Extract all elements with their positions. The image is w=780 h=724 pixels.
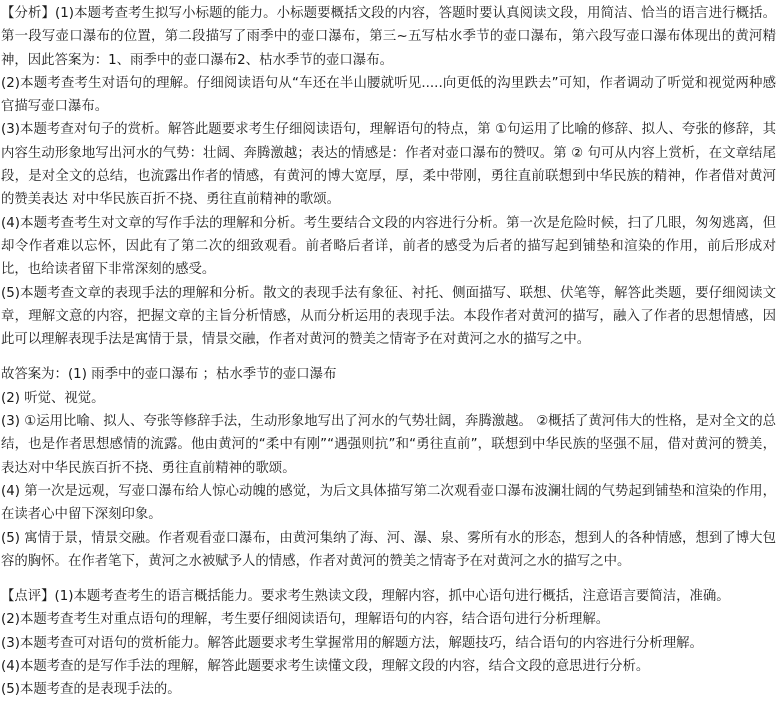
section-gap xyxy=(1,351,776,363)
analysis-paragraph-2: (2)本题考查考生对语句的理解。仔细阅读语句从“车还在半山腰就听见.....向更低的沟里跌去”可知，作者调动了听觉和视觉两种感官描写壶口瀑布。 xyxy=(1,75,776,115)
analysis-section xyxy=(1,2,776,351)
analysis-paragraph-5: (5)本题考查文章的表现手法的理解和分析。散文的表现手法有象征、衬托、侧面描写、联想、伏笔等，解答此类题，要仔细阅读文章，理解文意的内容，把握文章的主旨分析情感，从而分析运用的表现手法。本段作者对黄河的描写，融入了作者的思想情感，因此可以理解表现手法是寓情于景，情景交融，作者对黄河的赞美之情寄予在对黄河之水的描写之中。 xyxy=(1,285,776,348)
answer-section xyxy=(1,363,776,573)
answer-line-2: (2) 听觉、视觉。 xyxy=(1,390,105,406)
analysis-paragraph-3: (3)本题考查对句子的赏析。解答此题要求考生仔细阅读语句，理解语句的特点，第 ①句运用了比喻的修辞、拟人、夸张的修辞，其内容生动形象地写出河水的气势：壮阔、奔腾激越；表达的情感是：作者对壶口瀑布的赞叹。第 ② 句可从内容上赏析，在文章结尾段，是对全文的总结，也流露出作者的情感，有黄河的博大宽厚，厚，柔中带刚，勇往直前联想到中华民族的精神，作者借对黄河的赞美表达 对中华民族百折不挠、勇往直前精神的歌颂。 xyxy=(1,122,776,208)
answer-line-5: (5) 寓情于景，情景交融。作者观看壶口瀑布，由黄河集纳了海、河、瀑、泉、雾所有水的形态，想到人的各种情感，想到了博大包容的胸怀。在作者笔下，黄河之水被赋予人的情感，作者对黄河的赞美之情寄予在对黄河之水的描写之中。 xyxy=(1,530,776,569)
comment-line-5: (5)本题考查的是表现手法的。 xyxy=(1,682,181,698)
analysis-paragraph-4: (4)本题考查考生对文章的写作手法的理解和分析。考生要结合文段的内容进行分析。第一次是危险时候，扫了几眼，匆匆逃离，但却令作者难以忘怀，因此有了第二次的细致观看。前者略后者详，前者的感受为后者的描写起到铺垫和渲染的作用，前后形成对比，也给读者留下非常深刻的感受。 xyxy=(1,215,776,278)
analysis-paragraph-1: 【分析】(1)本题考查考生拟写小标题的能力。小标题要概括文段的内容，答题时要认真阅读文段，用简洁、恰当的语言进行概括。第一段写壶口瀑布的位置，第二段描写了雨季中的壶口瀑布，第三~五写枯水季节的壶口瀑布，第六段写壶口瀑布体现出的黄河精神，因此答案为：1、雨季中的壶口瀑布2、枯水季节的壶口瀑布。 xyxy=(1,6,776,68)
comment-line-1: 【点评】(1)本题考查考生的语言概括能力。要求考生熟读文段，理解内容，抓中心语句进行概括，注意语言要简洁，准确。 xyxy=(1,589,730,605)
answer-line-4: (4) 第一次是远观，写壶口瀑布给人惊心动魄的感觉，为后文具体描写第二次观看壶口瀑布波澜壮阔的气势起到铺垫和渲染的作用，在读者心中留下深刻印象。 xyxy=(1,483,776,523)
section-gap xyxy=(1,573,776,585)
comment-section xyxy=(1,585,776,701)
answer-line-3: (3) ①运用比喻、拟人、夸张等修辞手法，生动形象地写出了河水的气势壮阔，奔腾激越。 ②概括了黄河伟大的性格，是对全文的总结，也是作者思想感情的流露。他由黄河的“柔中有刚”“遇强则抗”和“勇往直前”，联想到中华民族的坚强不屈，借对黄河的赞美，表达对中华民族百折不挠、勇往直前精神的歌颂。 xyxy=(1,414,776,476)
comment-line-2: (2)本题考查考生对重点语句的理解，考生要仔细阅读语句，理解语句的内容，结合语句进行分析理解。 xyxy=(1,612,610,628)
comment-line-4: (4)本题考查的是写作手法的理解，解答此题要求考生读懂文段，理解文段的内容，结合文段的意思进行分析。 xyxy=(1,659,650,675)
comment-line-3: (3)本题考查可对语句的赏析能力。解答此题要求考生掌握常用的解题方法，解题技巧，结合语句的内容进行分析理解。 xyxy=(1,635,703,651)
answer-line-1: 故答案为：(1) 雨季中的壶口瀑布 ；枯水季节的壶口瀑布 xyxy=(1,367,337,383)
